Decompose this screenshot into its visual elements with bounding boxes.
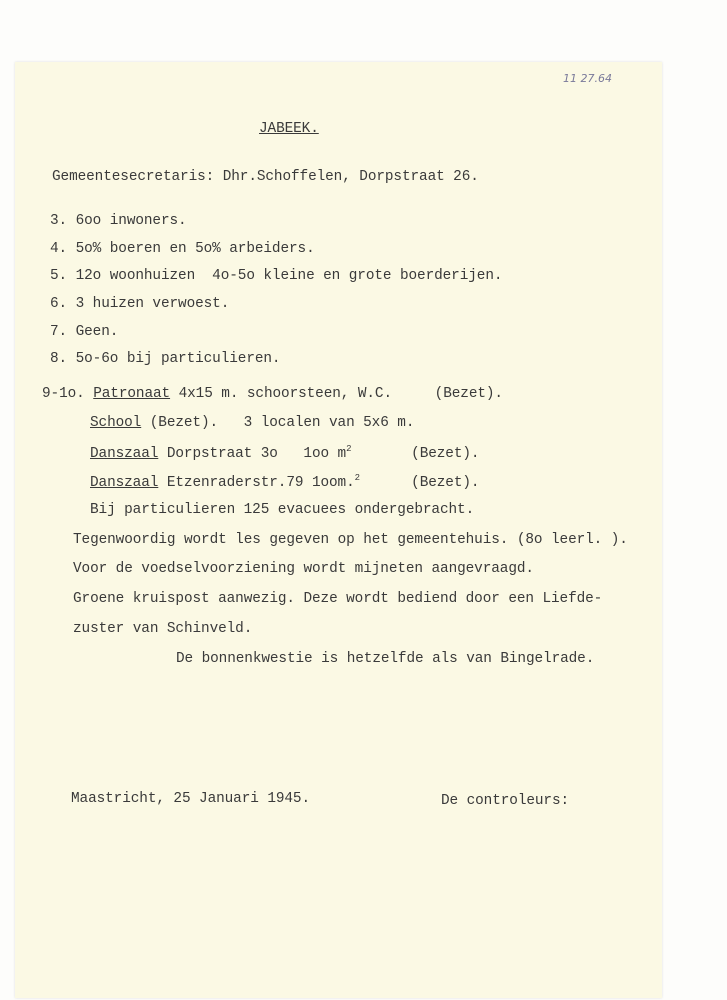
- building-detail: 4x15 m. schoorsteen, W.C. (Bezet).: [170, 386, 503, 402]
- item-5: 5. 12o woonhuizen 4o-5o kleine en grote boerderijen.: [50, 268, 503, 284]
- superscript: 2: [346, 444, 352, 454]
- document-page: [15, 62, 662, 998]
- signatories-label: De controleurs:: [441, 793, 570, 809]
- paragraph-line: Tegenwoordig wordt les gegeven op het gemeentehuis. (8o leerl. ).: [73, 532, 628, 548]
- building-detail: Etzenraderstr.79 1oom.: [158, 474, 355, 491]
- school-line: [90, 415, 414, 431]
- item-6: 6. 3 huizen verwoest.: [50, 296, 230, 312]
- building-name: School: [90, 415, 142, 431]
- item-4: 4. 5o% boeren en 5o% arbeiders.: [50, 241, 315, 257]
- paragraph-line: Groene kruispost aanwezig. Deze wordt bediend door een Liefde-: [73, 591, 603, 607]
- secretary-line: Gemeentesecretaris: Dhr.Schoffelen, Dorpstraat 26.: [52, 169, 479, 185]
- building-status: (Bezet).: [351, 445, 480, 462]
- building-status: (Bezet).: [359, 474, 480, 491]
- building-detail: (Bezet). 3 localen van 5x6 m.: [141, 415, 415, 431]
- danszaal-1-line: [90, 444, 479, 462]
- superscript: 2: [354, 473, 360, 483]
- building-detail: Dorpstraat 3o 1oo m: [158, 445, 347, 462]
- place-date: Maastricht, 25 Januari 1945.: [71, 791, 311, 807]
- danszaal-2-line: [90, 473, 479, 491]
- building-name: Patronaat: [93, 386, 171, 402]
- handwritten-note: 11 27.64: [563, 72, 612, 85]
- item-9-10-line: [42, 386, 503, 402]
- item-8: 8. 5o-6o bij particulieren.: [50, 351, 281, 367]
- item-3: 3. 6oo inwoners.: [50, 213, 187, 229]
- paragraph-line: zuster van Schinveld.: [73, 621, 253, 637]
- item-number: 9-1o.: [42, 386, 85, 402]
- document-title: JABEEK.: [259, 121, 319, 137]
- item-7: 7. Geen.: [50, 324, 119, 340]
- paragraph-line: Voor de voedselvoorziening wordt mijneten aangevraagd.: [73, 561, 534, 577]
- paragraph-line: De bonnenkwestie is hetzelfde als van Bingelrade.: [176, 651, 595, 667]
- evacuees-line: Bij particulieren 125 evacuees ondergebracht.: [90, 502, 475, 518]
- building-name: Danszaal: [90, 445, 159, 462]
- building-name: Danszaal: [90, 474, 159, 491]
